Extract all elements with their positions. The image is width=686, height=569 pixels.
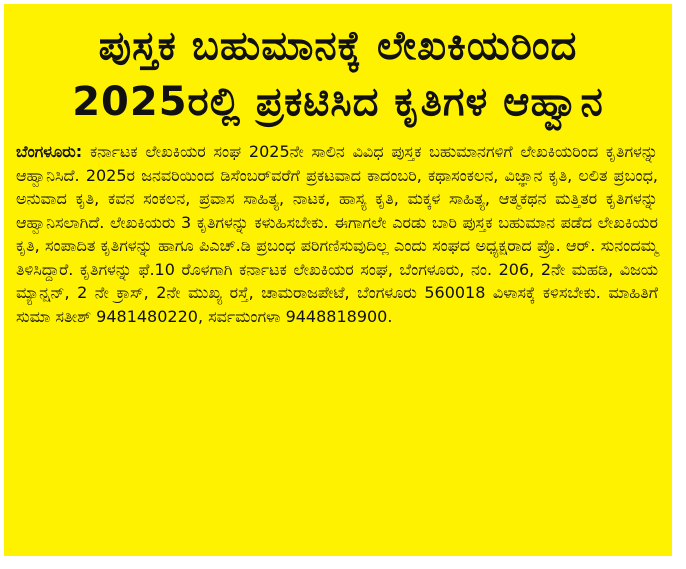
headline-line-1: ಪುಸ್ತಕ ಬಹುಮಾನಕ್ಕೆ ಲೇಖಕಿಯರಿಂದ <box>98 23 578 69</box>
headline-line-2: 2025ರಲ್ಲಿ ಪ್ರಕಟಿಸಿದ ಕೃತಿಗಳ ಆಹ್ವಾನ <box>72 79 604 125</box>
headline <box>4 4 672 130</box>
article-body-text: ಕರ್ನಾಟಕ ಲೇಖಕಿಯರ ಸಂಘ 2025ನೇ ಸಾಲಿನ ವಿವಿಧ ಪುಸ್ತಕ ಬಹುಮಾನಗಳಿಗೆ ಲೇಖಕಿಯರಿಂದ ಕೃತಿಗಳನ್ನು ಆಹ್ವಾನಿಸಿದೆ. 2025ರ ಜನವರಿಯಿಂದ ಡಿಸೆಂಬರ್‌ವರೆಗೆ ಪ್ರಕಟವಾದ ಕಾದಂಬರಿ, ಕಥಾಸಂಕಲನ, ವಿಜ್ಞಾನ ಕೃತಿ, ಲಲಿತ ಪ್ರಬಂಧ, ಅನುವಾದ ಕೃತಿ, ಕವನ ಸಂಕಲನ, ಪ್ರವಾಸ ಸಾಹಿತ್ಯ, ನಾಟಕ, ಹಾಸ್ಯ ಕೃತಿ, ಮಕ್ಕಳ ಸಾಹಿತ್ಯ, ಆತ್ಮಕಥನ ಮತ್ತಿತರ ಕೃತಿಗಳನ್ನು ಆಹ್ವಾನಿಸಲಾಗಿದೆ. ಲೇಖಕಿಯರು 3 ಕೃತಿಗಳನ್ನು ಕಳುಹಿಸಬೇಕು. ಈಗಾಗಲೇ ಎರಡು ಬಾರಿ ಪುಸ್ತಕ ಬಹುಮಾನ ಪಡೆದ ಲೇಖಕಿಯರ ಕೃತಿ, ಸಂಪಾದಿತ ಕೃತಿಗಳನ್ನು ಹಾಗೂ ಪಿಎಚ್.ಡಿ ಪ್ರಬಂಧ ಪರಿಗಣಿಸುವುದಿಲ್ಲ ಎಂದು ಸಂಘದ ಅಧ್ಯಕ್ಷರಾದ ಪ್ರೊ. ಆರ್. ಸುನಂದಮ್ಮ ತಿಳಿಸಿದ್ದಾರೆ. ಕೃತಿಗಳನ್ನು ಫೆ.10 ರೊಳಗಾಗಿ ಕರ್ನಾಟಕ ಲೇಖಕಿಯರ ಸಂಘ, ಬೆಂಗಳೂರು, ನಂ. 206, 2ನೇ ಮಹಡಿ, ವಿಜಯ ಮ್ಯಾನ್ಷನ್, 2 ನೇ ಕ್ರಾಸ್, 2ನೇ ಮುಖ್ಯ ರಸ್ತೆ, ಚಾಮರಾಜಪೇಟೆ, ಬೆಂಗಳೂರು 560018 ವಿಳಾಸಕ್ಕೆ ಕಳಿಸಬೇಕು. ಮಾಹಿತಿಗೆ ಸುಮಾ ಸತೀಶ್ 9481480220, ಸರ್ವಮಂಗಳಾ 9448818900. <box>16 142 658 326</box>
dateline: ಬೆಂಗಳೂರು: <box>16 142 83 161</box>
article-body <box>4 130 672 328</box>
newspaper-clipping <box>4 4 672 556</box>
